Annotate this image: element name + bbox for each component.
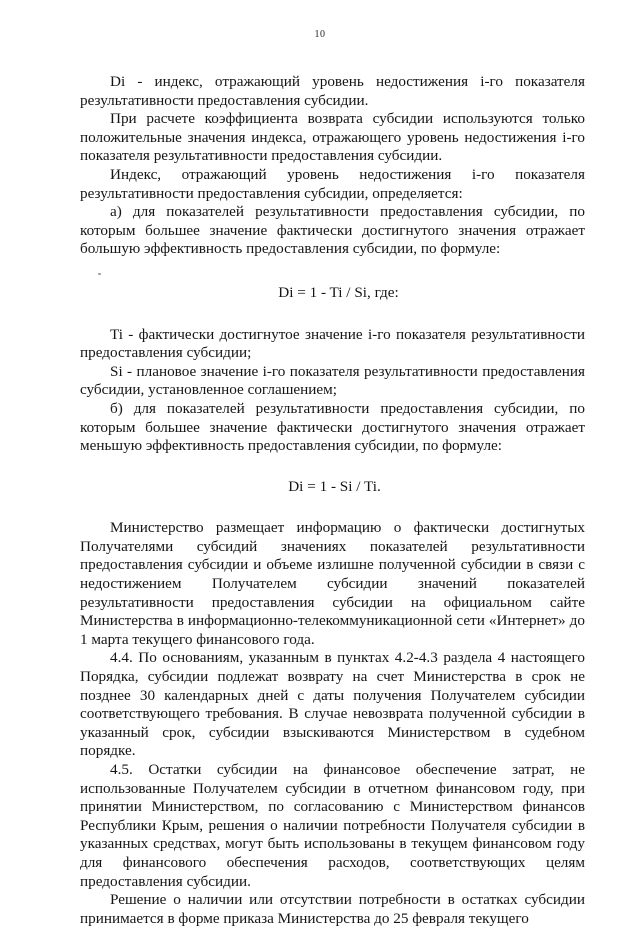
formula-b (80, 478, 585, 497)
paragraph-index-determined: Индекс, отражающий уровень недостижения i-го показателя результативности предоставления субсидии, определяется: (80, 165, 585, 202)
paragraph-decision: Решение о наличии или отсутствии потребности в остатках субсидии принимается в форме приказа Министерства до 25 февраля текущего (80, 891, 585, 927)
paragraph-s-definition: Si - плановое значение i-го показателя результативности предоставления субсидии, установленное соглашением; (80, 362, 585, 399)
paragraph-ministry-publishes: Министерство размещает информацию о фактически достигнутых Получателями субсидий значениях показателей результативности предоставления субсидии и объеме излишне полученной субсидии в связи с недостижением Получателем субсидии значений показателей результативности предоставления субсидии на официальном сайте Министерства в информационно-телекоммуникационной сети «Интернет» до 1 марта текущего финансового года. (80, 519, 585, 648)
paragraph-positive-values: При расчете коэффициента возврата субсидии используются только положительные значения индекса, отражающего уровень недостижения i-го показателя результативности предоставления субсидии. (80, 110, 585, 165)
formula-a-text: Di = 1 - Ti / Si, где: (278, 283, 399, 301)
formula-b-text: Di = 1 - Si / Ti. (288, 477, 381, 495)
formula-a (80, 284, 585, 303)
paragraph-case-b: б) для показателей результативности предоставления субсидии, по которым большее значение фактически достигнутого значения отражает меньшую эффективность предоставления субсидии, по формуле: (80, 399, 585, 455)
paragraph-4-4: 4.4. По основаниям, указанным в пунктах 4.2-4.3 раздела 4 настоящего Порядка, субсидии подлежат возврату на счет Министерства в срок не позднее 30 календарных дней с даты получения Получателем субсидии соответствующего требования. В случае невозврата полученной субсидии в указанный срок, субсидии взыскиваются Министерством в судебном порядке. (80, 649, 585, 760)
paragraph-t-definition: Ti - фактически достигнутое значение i-го показателя результативности предоставления субсидии; (80, 325, 585, 362)
paragraph-4-5: 4.5. Остатки субсидии на финансовое обеспечение затрат, не использованные Получателем субсидии в отчетном финансовом году, при принятии Министерством, по согласованию с Министерством финансов Республики Крым, решения о наличии потребности Получателя субсидии в указанных средствах, могут быть использованы в текущем финансовом году для финансового обеспечения расходов, соответствующих целям предоставления субсидии. (80, 761, 585, 890)
paragraph-case-a: а) для показателей результативности предоставления субсидии, по которым большее значение фактически достигнутого значения отражает большую эффективность предоставления субсидии, по формуле: (80, 203, 585, 258)
paragraph-index-definition: Di - индекс, отражающий уровень недостижения i-го показателя результативности предоставления субсидии. (80, 73, 585, 109)
page-number: 10 (314, 29, 326, 40)
document-body (80, 73, 585, 928)
